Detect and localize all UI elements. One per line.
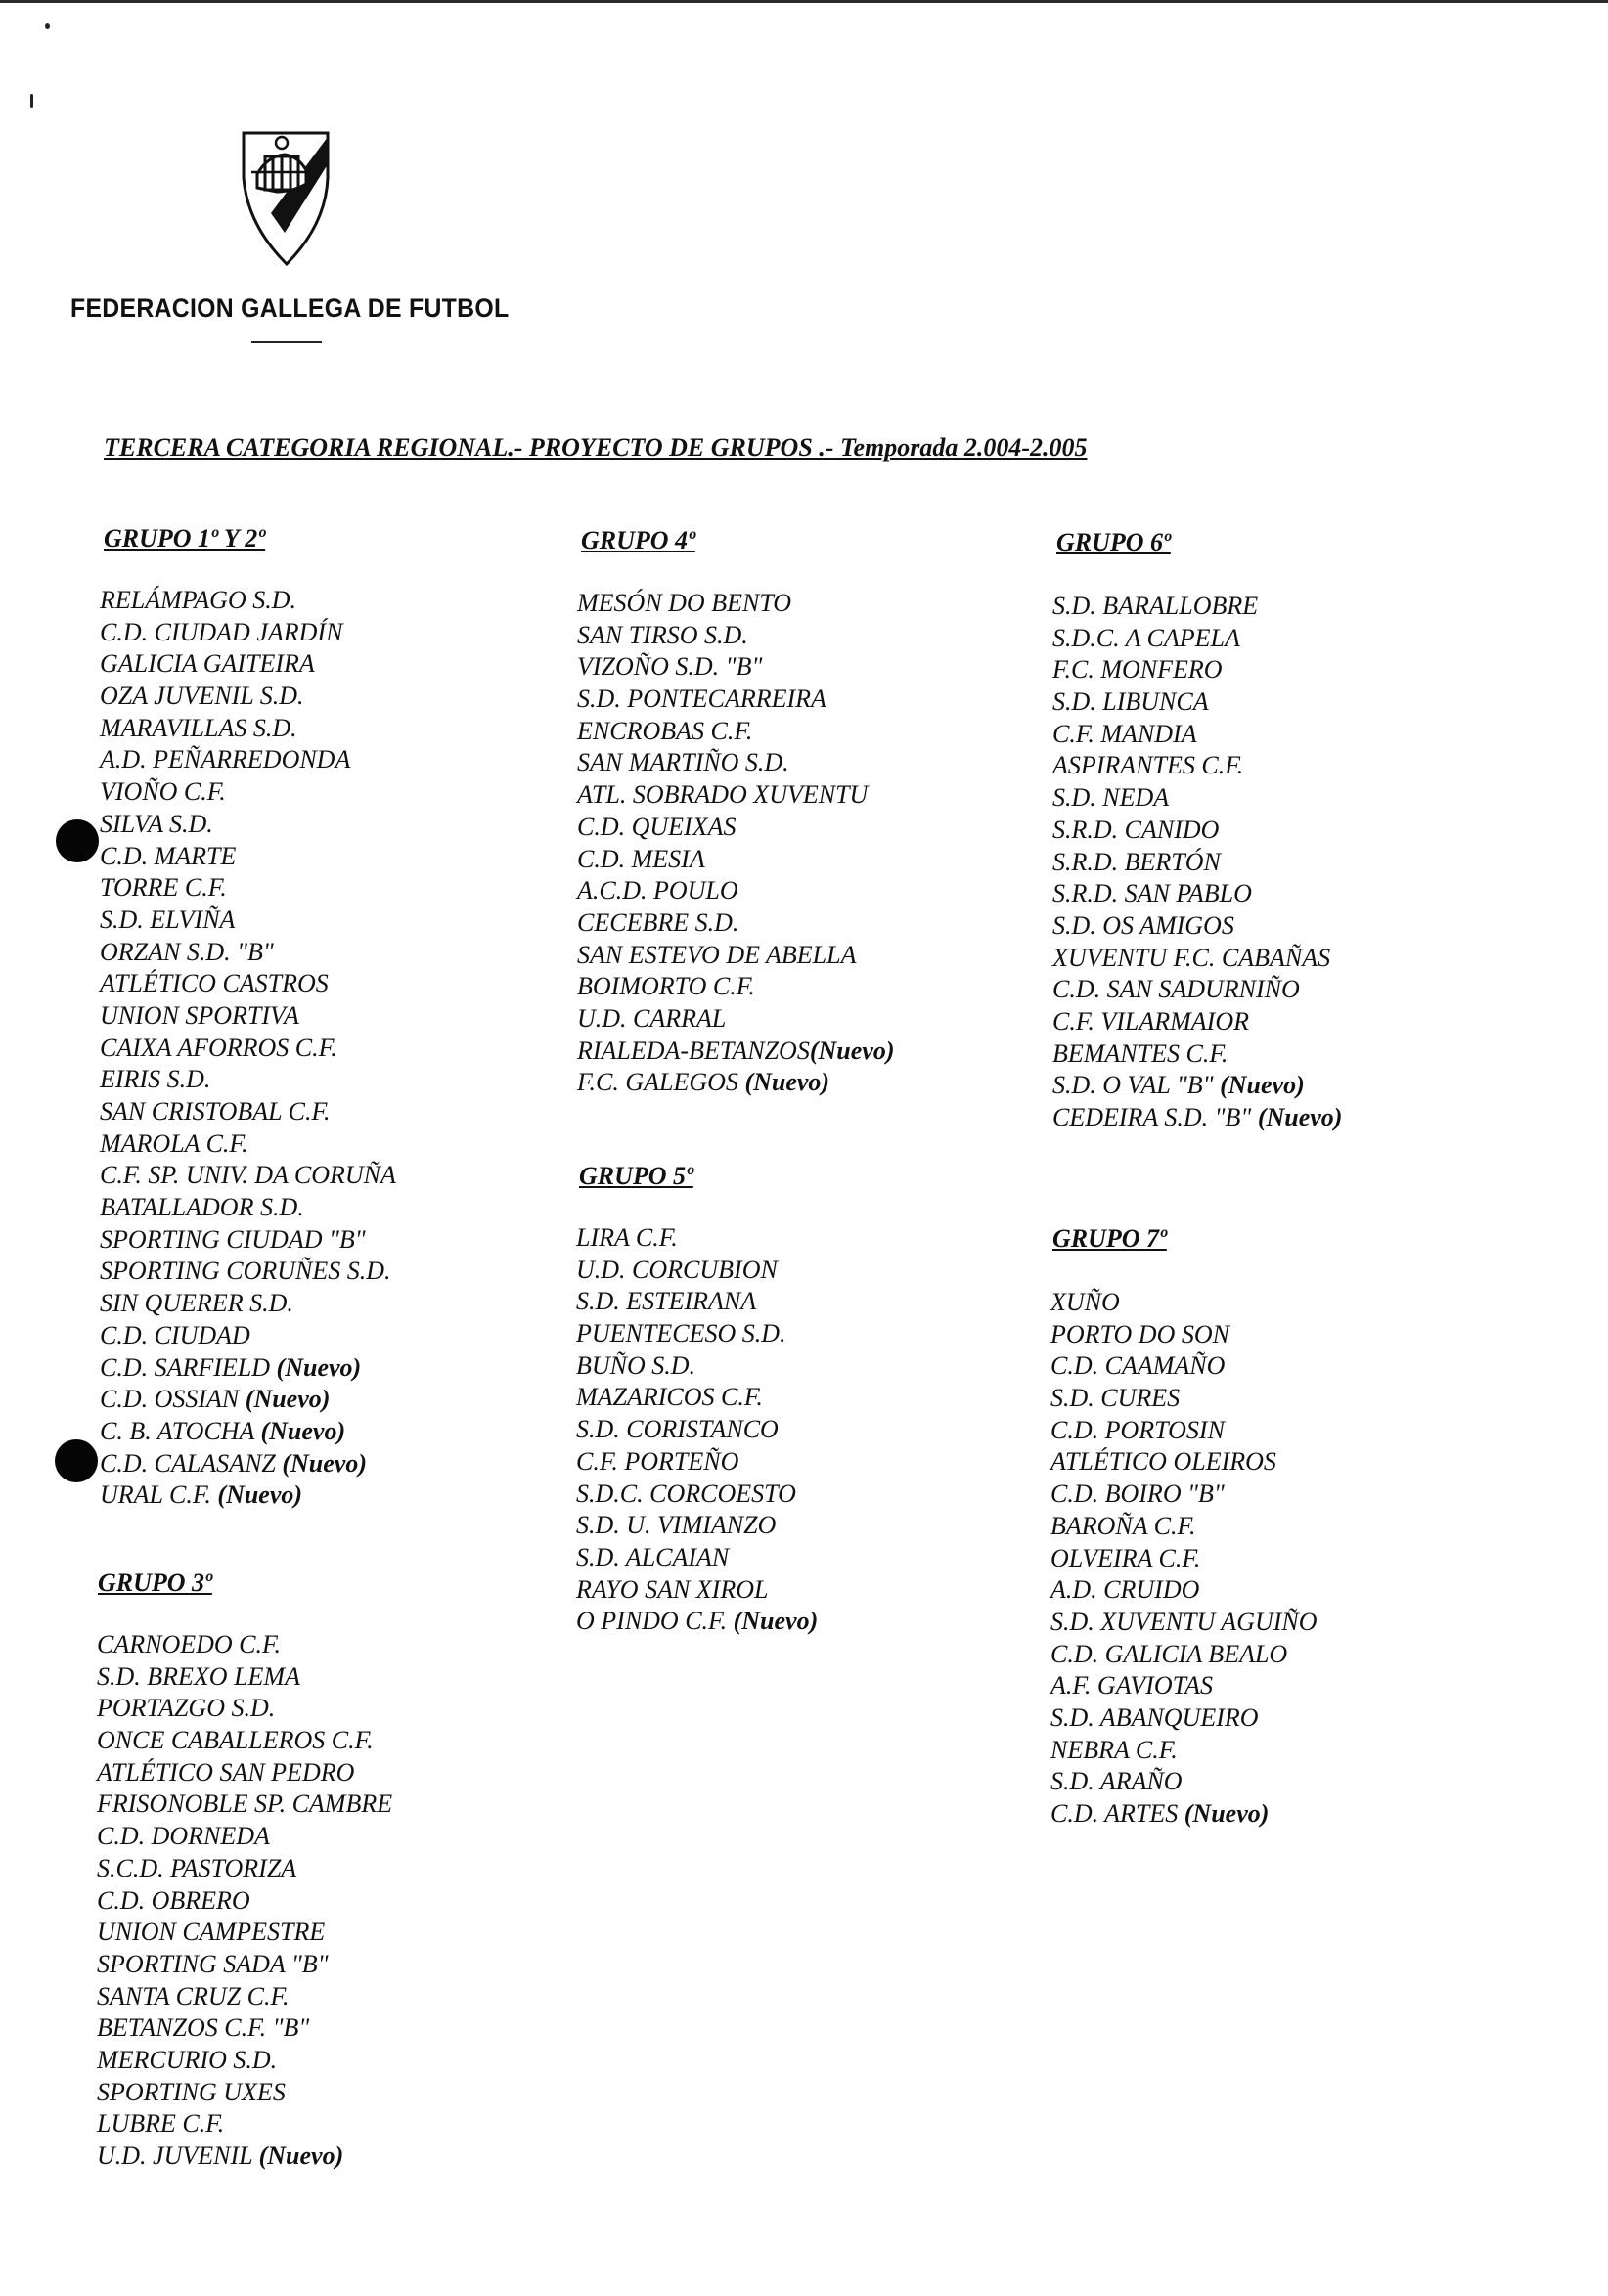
team-entry: U.D. CORCUBION (576, 1255, 778, 1284)
new-team-badge: (Nuevo) (282, 1448, 368, 1478)
team-entry: OLVEIRA C.F. (1050, 1543, 1201, 1572)
team-list-group-7 (1050, 1287, 1318, 1831)
document-title: TERCERA CATEGORIA REGIONAL.- PROYECTO DE GRUPOS .- Temporada 2.004-2.005 (104, 433, 1088, 462)
team-entry: C.D. PORTOSIN (1050, 1415, 1225, 1444)
group-heading-1-2: GRUPO 1º Y 2º (104, 524, 266, 552)
team-list-group-4 (577, 588, 894, 1099)
team-entry: ENCROBAS C.F. (577, 716, 753, 745)
team-entry: MARAVILLAS S.D. (100, 713, 297, 742)
team-entry: C.D. OBRERO (97, 1885, 250, 1915)
team-entry: A.D. CRUIDO (1050, 1575, 1200, 1605)
team-entry: MERCURIO S.D. (97, 2045, 278, 2074)
team-entry: PUENTECESO S.D. (576, 1319, 786, 1348)
team-entry: VIOÑO C.F. (100, 777, 226, 807)
team-name: C.D. SARFIELD (100, 1352, 277, 1382)
team-entry: ATL. SOBRADO XUVENTU (577, 780, 869, 810)
team-entry: C.D. GALICIA BEALO (1050, 1639, 1288, 1668)
team-entry: A.C.D. POULO (577, 876, 738, 905)
team-entry: C.D. MARTE (100, 841, 237, 870)
team-entry: SAN CRISTOBAL C.F. (100, 1097, 331, 1126)
team-entry-new (100, 1416, 396, 1448)
team-entry-new (1052, 1070, 1342, 1102)
team-entry: C.F. PORTEÑO (576, 1446, 739, 1476)
team-entry: EIRIS S.D. (100, 1065, 211, 1094)
team-entry: ORZAN S.D. "B" (100, 937, 274, 966)
team-entry-new (100, 1448, 396, 1480)
team-entry: ATLÉTICO CASTROS (100, 969, 329, 998)
team-entry: C.F. MANDIA (1052, 719, 1197, 748)
organization-name: FEDERACION GALLEGA DE FUTBOL (70, 293, 510, 323)
group-heading-7: GRUPO 7º (1052, 1224, 1167, 1253)
team-entry-new (100, 1479, 396, 1512)
team-name: CEDEIRA S.D. "B" (1052, 1103, 1258, 1131)
team-entry: RAYO SAN XIROL (576, 1574, 769, 1604)
team-entry: ATLÉTICO SAN PEDRO (97, 1757, 355, 1787)
group-heading-4: GRUPO 4º (581, 526, 695, 554)
new-team-badge: (Nuevo) (260, 1416, 346, 1445)
group-heading-6: GRUPO 6º (1056, 528, 1171, 556)
punch-hole-mark (56, 819, 99, 862)
team-entry: GALICIA GAITEIRA (100, 649, 315, 679)
team-entry-new (97, 2141, 392, 2173)
new-team-badge: (Nuevo) (1220, 1071, 1305, 1100)
team-entry-new (1050, 1798, 1318, 1831)
team-entry: S.R.D. CANIDO (1052, 815, 1220, 844)
team-entry: S.D. XUVENTU AGUIÑO (1050, 1607, 1318, 1636)
team-entry: BETANZOS C.F. "B" (97, 2013, 310, 2043)
team-entry: C.D. CAAMAÑO (1050, 1351, 1226, 1381)
team-entry: CAIXA AFORROS C.F. (100, 1033, 337, 1062)
team-entry: OZA JUVENIL S.D. (100, 682, 304, 711)
team-entry: RELÁMPAGO S.D. (100, 586, 297, 614)
team-entry: XUÑO (1050, 1288, 1120, 1316)
team-list-group-3 (97, 1629, 392, 2173)
team-entry: BAROÑA C.F. (1050, 1511, 1196, 1540)
team-entry: XUVENTU F.C. CABAÑAS (1052, 943, 1331, 972)
team-name: C.D. ARTES (1050, 1799, 1184, 1828)
team-entry: BOIMORTO C.F. (577, 972, 755, 1001)
team-entry: UNION CAMPESTRE (97, 1918, 326, 1947)
divider (251, 341, 322, 343)
team-name: O PINDO C.F. (576, 1607, 734, 1636)
team-entry: BUÑO S.D. (576, 1350, 696, 1380)
team-entry: S.D. BARALLOBRE (1052, 592, 1259, 620)
team-entry: S.D. LIBUNCA (1052, 687, 1209, 717)
team-entry: BATALLADOR S.D. (100, 1193, 304, 1222)
team-entry: S.R.D. BERTÓN (1052, 847, 1221, 876)
team-entry: SAN ESTEVO DE ABELLA (577, 940, 857, 969)
team-entry: S.D. OS AMIGOS (1052, 910, 1234, 940)
team-entry: S.D.C. A CAPELA (1052, 623, 1240, 652)
team-name: C.D. OSSIAN (100, 1385, 246, 1414)
new-team-badge: (Nuevo) (217, 1480, 303, 1510)
team-entry: UNION SPORTIVA (100, 1000, 299, 1030)
new-team-badge: (Nuevo) (733, 1607, 819, 1636)
team-entry: S.D. ARAÑO (1050, 1767, 1183, 1796)
team-entry: C.F. VILARMAIOR (1052, 1006, 1249, 1036)
scan-top-edge (0, 0, 1608, 3)
team-entry: A.D. PEÑARREDONDA (100, 745, 351, 774)
team-entry: A.F. GAVIOTAS (1050, 1671, 1214, 1700)
team-name: U.D. JUVENIL (97, 2141, 259, 2170)
team-entry: CECEBRE S.D. (577, 907, 739, 937)
team-entry: C.D. CIUDAD (100, 1320, 250, 1349)
team-entry: S.D. ALCAIAN (576, 1542, 730, 1571)
team-name: S.D. O VAL "B" (1052, 1071, 1221, 1100)
federation-crest-icon (238, 127, 334, 269)
team-entry: U.D. CARRAL (577, 1003, 727, 1033)
team-entry: SPORTING CORUÑES S.D. (100, 1257, 391, 1286)
team-entry: S.R.D. SAN PABLO (1052, 879, 1252, 908)
punch-hole-mark (55, 1439, 98, 1482)
team-entry: S.D. CORISTANCO (576, 1415, 779, 1444)
team-entry: S.D. BREXO LEMA (97, 1661, 300, 1691)
team-entry: ATLÉTICO OLEIROS (1050, 1447, 1276, 1477)
team-entry: FRISONOBLE SP. CAMBRE (97, 1789, 393, 1819)
team-entry: CARNOEDO C.F. (97, 1630, 282, 1658)
group-heading-3: GRUPO 3º (98, 1568, 212, 1597)
scan-speck (30, 94, 33, 108)
team-entry: SAN TIRSO S.D. (577, 620, 748, 649)
team-entry: S.D. ESTEIRANA (576, 1287, 757, 1316)
team-entry: F.C. MONFERO (1052, 655, 1223, 684)
team-name: RIALEDA-BETANZOS (577, 1036, 810, 1065)
team-list-group-1-2 (100, 585, 396, 1512)
team-entry: ASPIRANTES C.F. (1052, 751, 1244, 780)
team-entry: SAN MARTIÑO S.D. (577, 748, 789, 777)
new-team-badge: (Nuevo) (1184, 1799, 1270, 1828)
team-entry: C.D. BOIRO "B" (1050, 1479, 1225, 1509)
team-name: URAL C.F. (100, 1480, 218, 1510)
new-team-badge: (Nuevo) (744, 1068, 830, 1097)
team-entry: PORTO DO SON (1050, 1319, 1229, 1348)
team-entry: S.D. U. VIMIANZO (576, 1511, 777, 1540)
team-entry: C.D. CIUDAD JARDÍN (100, 617, 343, 646)
team-entry: MAROLA C.F. (100, 1128, 248, 1158)
team-entry: LUBRE C.F. (97, 2109, 225, 2139)
team-entry-new (100, 1352, 396, 1385)
team-entry: C.D. DORNEDA (97, 1822, 270, 1851)
team-entry: SPORTING CIUDAD "B" (100, 1224, 366, 1254)
team-entry: NEBRA C.F. (1050, 1735, 1178, 1764)
team-name: C. B. ATOCHA (100, 1416, 261, 1445)
team-list-group-5 (576, 1222, 818, 1638)
team-entry: ONCE CABALLEROS C.F. (97, 1726, 374, 1755)
new-team-badge: (Nuevo) (258, 2141, 344, 2170)
team-entry-new (577, 1067, 894, 1099)
team-entry: TORRE C.F. (100, 873, 227, 903)
team-entry: C.D. SAN SADURNIÑO (1052, 975, 1300, 1004)
team-entry: LIRA C.F. (576, 1223, 678, 1252)
team-entry: S.D. NEDA (1052, 783, 1170, 813)
team-entry-new (1052, 1102, 1342, 1134)
team-entry: BEMANTES C.F. (1052, 1038, 1228, 1068)
team-entry: PORTAZGO S.D. (97, 1694, 276, 1723)
new-team-badge: (Nuevo) (245, 1385, 331, 1414)
team-name: C.D. CALASANZ (100, 1448, 283, 1478)
team-entry: VIZOÑO S.D. "B" (577, 652, 763, 682)
new-team-badge: (Nuevo) (809, 1036, 895, 1065)
team-entry: S.D. CURES (1050, 1384, 1181, 1413)
team-entry: S.D. ABANQUEIRO (1050, 1702, 1259, 1732)
team-entry: C.F. SP. UNIV. DA CORUÑA (100, 1161, 396, 1190)
team-entry: S.C.D. PASTORIZA (97, 1853, 297, 1882)
new-team-badge: (Nuevo) (276, 1352, 362, 1382)
team-entry: SPORTING UXES (97, 2077, 286, 2106)
team-entry: SANTA CRUZ C.F. (97, 1981, 290, 2010)
team-entry: C.D. MESIA (577, 844, 705, 873)
scan-speck (45, 23, 50, 29)
team-entry: SILVA S.D. (100, 809, 213, 838)
team-entry: SIN QUERER S.D. (100, 1289, 293, 1318)
group-heading-5: GRUPO 5º (579, 1162, 693, 1190)
team-entry-new (577, 1036, 894, 1068)
team-entry: S.D. ELVIÑA (100, 905, 236, 934)
team-entry: SPORTING SADA "B" (97, 1949, 329, 1978)
team-name: F.C. GALEGOS (577, 1068, 745, 1097)
team-entry-new (576, 1606, 818, 1638)
team-entry: S.D.C. CORCOESTO (576, 1479, 796, 1508)
team-entry: S.D. PONTECARREIRA (577, 684, 826, 714)
team-list-group-6 (1052, 591, 1342, 1134)
team-entry: MAZARICOS C.F. (576, 1383, 763, 1412)
new-team-badge: (Nuevo) (1257, 1103, 1343, 1131)
team-entry-new (100, 1384, 396, 1416)
team-entry: C.D. QUEIXAS (577, 812, 737, 841)
team-entry: MESÓN DO BENTO (577, 589, 792, 617)
